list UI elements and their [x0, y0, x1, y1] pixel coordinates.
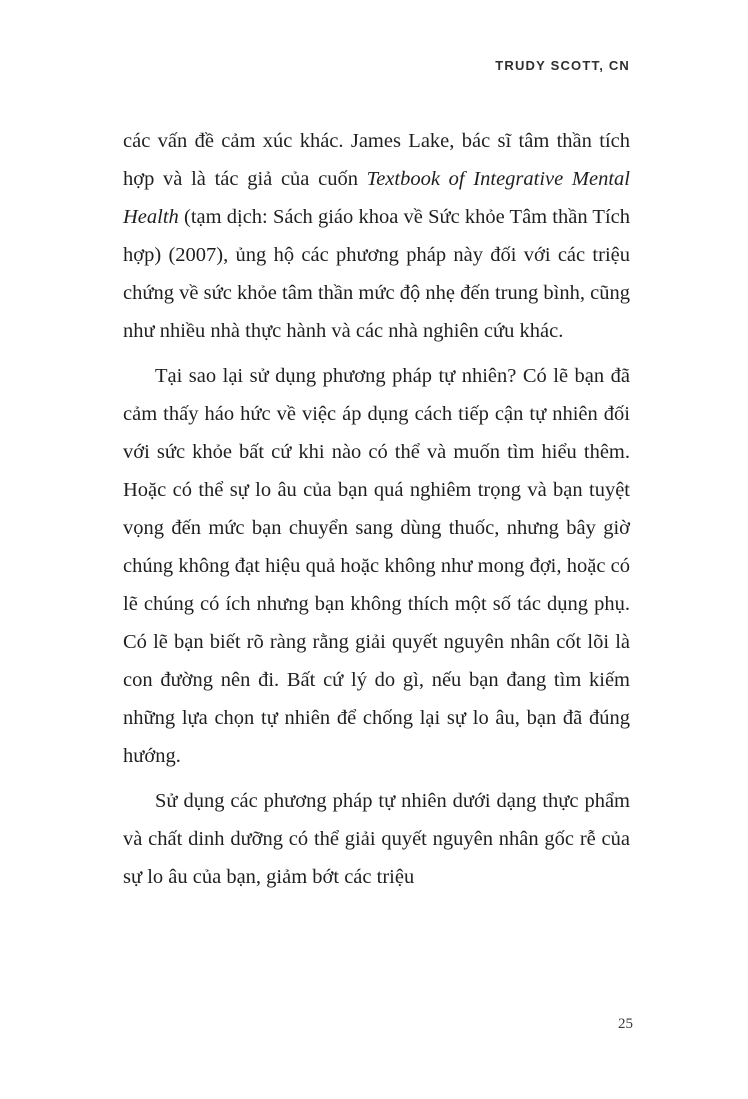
paragraph-2: Tại sao lại sử dụng phương pháp tự nhiên? Có lẽ bạn đã cảm thấy háo hức về việc áp dụng cách tiếp cận tự nhiên đối với sức khỏe bất cứ khi nào có thể và muốn tìm hiểu thêm. Hoặc có thể sự lo âu của bạn quá nghiêm trọng và bạn tuyệt vọng đến mức bạn chuyển sang dùng thuốc, nhưng bây giờ chúng không đạt hiệu quả hoặc không như mong đợi, hoặc có lẽ chúng có ích nhưng bạn không thích một số tác dụng phụ. Có lẽ bạn biết rõ ràng rằng giải quyết nguyên nhân cốt lõi là con đường nên đi. Bất cứ lý do gì, nếu bạn đang tìm kiếm những lựa chọn tự nhiên để chống lại sự lo âu, bạn đã đúng hướng.: [123, 365, 630, 767]
paragraph-1-text-end: (tạm dịch: Sách giáo khoa về Sức khỏe Tâm thần Tích hợp) (2007), ủng hộ các phương pháp này đối với các triệu chứng về sức khỏe tâm thần mức độ nhẹ đến trung bình, cũng như nhiều nhà thực hành và các nhà nghiên cứu khác.: [123, 206, 630, 342]
running-header-author: TRUDY SCOTT, CN: [495, 58, 630, 73]
page-body: [123, 122, 630, 896]
paragraph-1-text-start: các vấn đề cảm xúc khác. James Lake, bác sĩ tâm thần tích hợp và là tác giả của cuốn: [123, 130, 630, 190]
paragraph-3: Sử dụng các phương pháp tự nhiên dưới dạng thực phẩm và chất dinh dưỡng có thể giải quyết nguyên nhân gốc rễ của sự lo âu của bạn, giảm bớt các triệu: [123, 790, 630, 888]
book-title-italic: Textbook of Integrative Mental Health: [123, 168, 631, 228]
paragraph-1: [123, 122, 630, 350]
page-number: 25: [618, 1016, 633, 1032]
